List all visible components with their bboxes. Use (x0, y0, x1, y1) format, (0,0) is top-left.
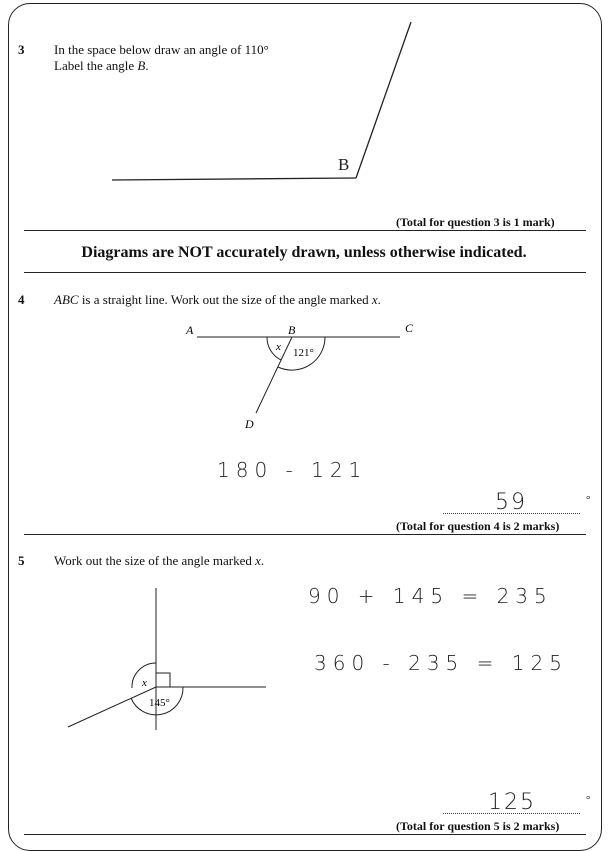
q5-working-line1: 90 + 145 = 235 (308, 584, 553, 608)
q4-line-bd (256, 337, 292, 413)
q4-label-121: 121° (293, 347, 314, 359)
q4-total: (Total for question 4 is 2 marks) (396, 519, 560, 533)
q4-label-x: x (276, 341, 281, 353)
q5-label-x: x (142, 677, 147, 689)
q4-instruction: ABC is a straight line. Work out the size of the angle marked x. (54, 292, 381, 307)
notice-rule (24, 272, 586, 273)
q3-handwritten-b: B (338, 155, 350, 174)
q5-label-145: 145° (149, 697, 170, 709)
q5-number: 5 (18, 553, 25, 568)
q5-degree-unit: ° (586, 794, 591, 806)
q5-total: (Total for question 5 is 2 marks) (396, 819, 560, 833)
q3-number: 3 (18, 42, 25, 57)
q4-label-c: C (405, 321, 414, 335)
q4-working: 180 - 121 (217, 458, 368, 482)
q4-label-b: B (288, 323, 296, 337)
diagrams-notice: Diagrams are NOT accurately drawn, unless otherwise indicated. (81, 244, 527, 261)
q3-total: (Total for question 3 is 1 mark) (396, 215, 555, 229)
q4-label-a: A (186, 323, 194, 337)
q4-answer: 59 (495, 490, 527, 515)
q5-answer: 125 (488, 790, 536, 815)
q4-label-d: D (245, 417, 254, 431)
q5-rule (24, 834, 586, 835)
q4-number: 4 (18, 292, 25, 307)
q3-instruction-line2: Label the angle B. (54, 58, 149, 73)
q3-angle-arm-horizontal (112, 178, 356, 180)
q3-rule (24, 230, 586, 231)
q4-degree-unit: ° (586, 494, 591, 506)
q3-angle-arm-slanted (356, 22, 411, 178)
q5-right-angle-marker (156, 673, 170, 687)
q5-line-slanted (68, 687, 156, 727)
q4-rule (24, 534, 586, 535)
q5-working-line2: 360 - 235 = 125 (314, 651, 568, 675)
q3-instruction-line1: In the space below draw an angle of 110° (54, 42, 269, 57)
q5-instruction: Work out the size of the angle marked x. (54, 553, 265, 568)
